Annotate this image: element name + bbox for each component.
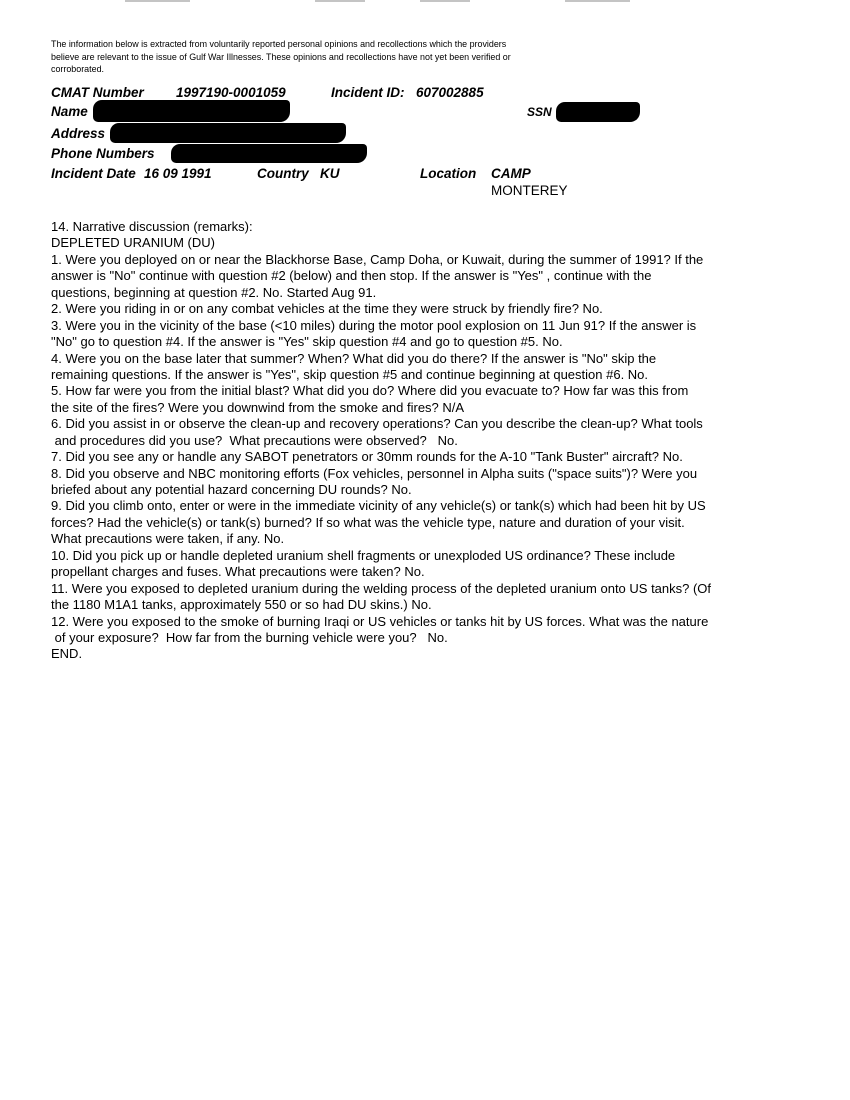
narrative-line: What precautions were taken, if any. No. xyxy=(51,531,285,547)
disclaimer xyxy=(51,38,555,76)
narrative-line: 3. Were you in the vicinity of the base (<10 miles) during the motor pool explosion on 11 Jun 91? If the answer is xyxy=(51,317,697,333)
name-redaction xyxy=(93,100,290,122)
country-value: KU xyxy=(320,166,340,181)
location-value: CAMP xyxy=(491,166,531,181)
narrative-line: 8. Did you observe and NBC monitoring efforts (Fox vehicles, personnel in Alpha suits ("space suits")? Were you xyxy=(51,465,698,481)
scan-artifact-line xyxy=(315,0,365,2)
incident-date-label: Incident Date xyxy=(51,166,136,181)
scan-artifact-line xyxy=(125,0,190,2)
disclaimer-line: The information below is extracted from voluntarily reported personal opinions and recollections which the providers xyxy=(51,39,507,49)
narrative-line: 10. Did you pick up or handle depleted uranium shell fragments or unexploded US ordinance? These include xyxy=(51,547,676,563)
incident-date-value: 16 09 1991 xyxy=(144,166,212,181)
country-label: Country xyxy=(257,166,309,181)
ssn-redaction xyxy=(556,102,640,122)
narrative-line: propellant charges and fuses. What precautions were taken? No. xyxy=(51,564,425,580)
disclaimer-line: believe are relevant to the issue of Gulf War Illnesses. These opinions and recollections have not yet been verified or xyxy=(51,51,511,62)
narrative-line: "No" go to question #4. If the answer is "Yes" skip question #4 and go to question #5. No. xyxy=(51,334,563,350)
narrative-end: END. xyxy=(51,646,83,662)
narrative-line: questions, beginning at question #2. No. Started Aug 91. xyxy=(51,284,377,300)
narrative-line: 4. Were you on the base later that summer? When? What did you do there? If the answer is "No" skip the xyxy=(51,350,657,366)
narrative-line: of your exposure? How far from the burning vehicle were you? No. xyxy=(51,629,448,645)
phone-numbers-label: Phone Numbers xyxy=(51,146,155,161)
narrative-line: 1. Were you deployed on or near the Blackhorse Base, Camp Doha, or Kuwait, during the summer of 1991? If the xyxy=(51,251,704,267)
phone-redaction xyxy=(171,144,367,163)
scan-artifact-line xyxy=(420,0,470,2)
cmat-number-value: 1997190-0001059 xyxy=(176,85,286,100)
narrative-line: and procedures did you use? What precautions were observed? No. xyxy=(51,432,458,448)
narrative-line: forces? Had the vehicle(s) or tank(s) burned? If so what was the vehicle type, nature and duration of your visit. xyxy=(51,514,685,530)
narrative-line: briefed about any potential hazard concerning DU rounds? No. xyxy=(51,482,412,497)
ssn-label: SSN xyxy=(527,105,552,119)
narrative-section xyxy=(51,219,791,663)
narrative-subheading: DEPLETED URANIUM (DU) xyxy=(51,235,215,251)
narrative-line: answer is "No" continue with question #2 (below) and then stop. If the answer is "Yes" , continue with the xyxy=(51,268,652,284)
address-redaction xyxy=(110,123,346,143)
location-label: Location xyxy=(420,166,477,181)
narrative-line: 11. Were you exposed to depleted uranium during the welding process of the depleted uranium onto US tanks? (Of xyxy=(51,580,712,596)
disclaimer-line: corroborated. xyxy=(51,64,105,74)
incident-id-value: 607002885 xyxy=(416,85,484,100)
narrative-line: the 1180 M1A1 tanks, approximately 550 or so had DU skins.) No. xyxy=(51,597,432,613)
name-label: Name xyxy=(51,104,88,119)
narrative-line: remaining questions. If the answer is "Yes", skip question #5 and continue beginning at question #6. No. xyxy=(51,366,649,382)
narrative-heading: 14. Narrative discussion (remarks): xyxy=(51,219,253,234)
cmat-number-label: CMAT Number xyxy=(51,85,144,100)
narrative-line: 2. Were you riding in or on any combat vehicles at the time they were struck by friendly fire? No. xyxy=(51,301,603,317)
location-value-continued: MONTEREY xyxy=(491,183,568,198)
narrative-line: 6. Did you assist in or observe the clean-up and recovery operations? Can you describe the clean-up? What tools xyxy=(51,416,703,432)
narrative-line: the site of the fires? Were you downwind from the smoke and fires? N/A xyxy=(51,399,465,415)
narrative-line: 5. How far were you from the initial blast? What did you do? Where did you evacuate to? How far was this from xyxy=(51,383,689,399)
narrative-line: 9. Did you climb onto, enter or were in the immediate vicinity of any vehicle(s) or tank(s) which had been hit by US xyxy=(51,498,706,514)
address-label: Address xyxy=(51,126,106,141)
narrative-line: 7. Did you see any or handle any SABOT penetrators or 30mm rounds for the A-10 "Tank Buster" aircraft? No. xyxy=(51,449,683,465)
narrative-line: 12. Were you exposed to the smoke of burning Iraqi or US vehicles or tanks hit by US forces. What was the nature xyxy=(51,613,709,629)
scan-artifact-line xyxy=(565,0,630,2)
incident-id-label: Incident ID: xyxy=(331,85,405,100)
